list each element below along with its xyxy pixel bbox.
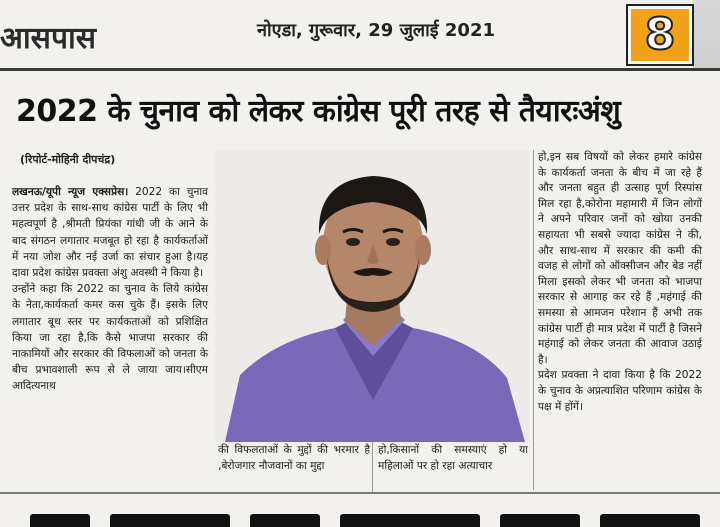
page-number: 8 <box>644 9 676 60</box>
article-byline: (रिपोर्ट-मोहिनी दीपचंद्र) <box>20 153 116 166</box>
article-column-middle-b <box>378 442 528 474</box>
article-paragraph: हो,किसानों की समस्याएं हो या महिलाओं पर हो रहा अत्याचार <box>378 444 528 473</box>
cropped-headline-glyphs <box>500 514 580 527</box>
section-name: आसपास <box>0 21 97 56</box>
cropped-headline-glyphs <box>600 514 700 527</box>
article-photo <box>215 150 530 442</box>
article-paragraph: प्रदेश प्रवक्ता ने दावा किया है कि 2022 के चुनाव के अप्रत्याशित परिणाम कांग्रेस के पक्ष में होंगें। <box>538 369 702 413</box>
article-source: लखनऊ/यूपी न्यूज एक्सप्रेस। <box>12 186 129 198</box>
cropped-headline-glyphs <box>30 514 90 527</box>
edition-dateline: नोएडा, गुरूवार, 29 जुलाई 2021 <box>257 20 495 41</box>
cropped-headline-glyphs <box>340 514 480 527</box>
article-column-right <box>538 150 702 415</box>
article-paragraph: हो,इन सब विषयों को लेकर हमारे कांग्रेस के कार्यकर्ता जनता के बीच में जा रहे हैं और जनता बहुत ही उत्साह पूर्ण रिस्पांस मिल रहा है,कोरोना महामारी में जिन लोगों ने अपने परिवार जनों को खोया उनकी सहायता भी सबसे ज्यादा कांग्रेस ने की, और साथ-साथ में सरकार की कमी की वजह से लोगों को ऑक्सीजन और बेड नहीं मिला इसको लेकर भी जनता को भाजपा सरकार से आगाह कर रहे हैं ,महंगाई की समस्या से आमजन परेशान हैं अभी तक कांग्रेस पार्टी ही मात्र प्रदेश में पार्टी है जिसने महंगाई को लेकर जनता की आवाज उठाई है। <box>538 151 702 366</box>
next-headline-cropped <box>30 500 710 527</box>
cropped-headline-glyphs <box>250 514 320 527</box>
article-paragraph: की विफलताओं के मुद्दों की भरमार है ,बेरोजगार नौजवानों का मुद्दा <box>218 444 370 473</box>
header-right-shade <box>693 0 720 70</box>
article-column-middle-a <box>218 442 370 474</box>
article-column-left <box>12 184 208 395</box>
bottom-rule <box>0 492 720 494</box>
page-header <box>0 0 720 70</box>
article-headline: 2022 के चुनाव को लेकर कांग्रेस पूरी तरह से तैयारःअंशु <box>16 94 621 129</box>
page-number-badge <box>628 6 692 64</box>
article-paragraph: 2022 का चुनाव उत्तर प्रदेश के साथ-साथ कांग्रेस पार्टी के लिए भी महत्वपूर्ण है ,श्रीमती प्रियंका गांधी जी के आने के बाद संगठन लगातार मजबूत हो रहा है कार्यकर्ताओं में नया जोश और नई उर्जा का संचार हुआ है।यह दावा प्रदेश कांग्रेस प्रवक्ता अंशु अवस्थी ने किया है। <box>12 186 208 280</box>
column-divider <box>372 442 373 492</box>
portrait-photo-icon <box>215 150 530 442</box>
header-rule <box>0 68 720 71</box>
column-divider <box>533 150 534 490</box>
cropped-headline-glyphs <box>110 514 230 527</box>
article-paragraph: उन्होंने कहा कि 2022 का चुनाव के लिये कांग्रेस के नेता,कार्यकर्ता कमर कस चुके हैं। इसके लिए लगातार बूथ स्तर पर कार्यकताओं को प्रशिक्षित किया जा रहा है,कि कैसे भाजपा सरकार की नाकामियों और सरकार की विफलाओं को जनता के बीच प्रभावशाली रूप से ले जाया जाय।सीएम आदित्यनाथ <box>12 283 208 393</box>
